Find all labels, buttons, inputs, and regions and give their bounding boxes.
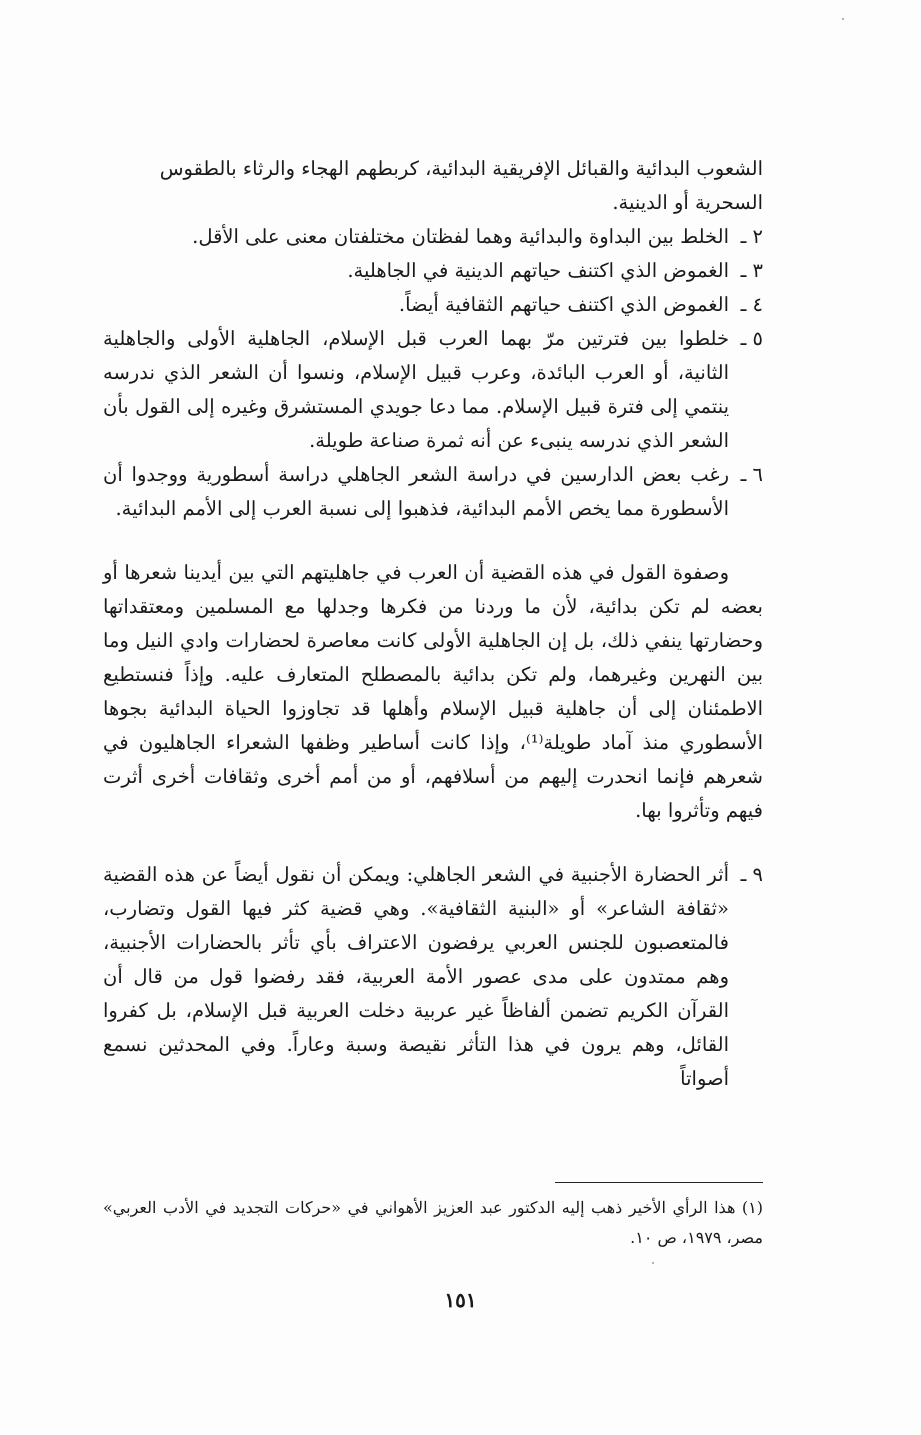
list-number: ٦ ـ	[740, 463, 763, 486]
page-number: ١٥١	[444, 1288, 477, 1312]
summary-paragraph: وصفوة القول في هذه القضية أن العرب في جاهليتهم التي بين أيدينا شعرها أو بعضه لم تكن بدائية، لأن ما وردنا من فكرها وجدلها مع المسلمين ومعتقداتها وحضارتها ينفي ذلك، بل إن الجاهلية الأولى كانت معاصرة لحضارات وادي النيل وما بين النهرين وغيرهما، ولم تكن بدائية بالمصطلح المتعارف عليه. وإذاً فنستطيع الاطمئنان إلى أن جاهلية قبيل الإسلام وأهلها قد تجاوزوا الحياة البدائية بجوها الأسطوري منذ آماد طويلة⁽¹⁾، وإذا كانت أساطير وظفها الشعراء الجاهليون في شعرهم فإنما انحدرت إليهم من أسلافهم، أو من أمم أخرى وثقافات أخرى أثرت فيهم وتأثروا بها.	[103, 561, 764, 822]
main-text	[103, 152, 763, 1096]
list-number: ٢ ـ	[740, 225, 763, 248]
list-text: أثر الحضارة الأجنبية في الشعر الجاهلي: ويمكن أن نقول أيضاً عن هذه القضية «ثقافة الشاعر» أو «البنية الثقافية». وهي قضية كثر فيها القول وتضارب، فالمتعصبون للجنس العربي يرفضون الاعتراف بأي تأثر بالحضارات الأجنبية، وهم ممتدون على مدى عصور الأمة العربية، فقد رفضوا قول من قال أن القرآن الكريم تضمن ألفاظاً غير عربية دخلت العربية قبل الإسلام، بل كفروا القائل، وهم يرون في هذا التأثر نقيصة وسبة وعاراً. وفي المحدثين نسمع أصواتاً	[103, 863, 729, 1090]
paragraph-spacer	[103, 526, 763, 556]
list-item-5	[103, 322, 763, 458]
list-number: ٣ ـ	[740, 259, 763, 282]
list-text: الخلط بين البداوة والبدائية وهما لفظتان مختلفتان معنى على الأقل.	[192, 225, 729, 248]
list-text: الغموض الذي اكتنف حياتهم الثقافية أيضاً.	[398, 293, 729, 316]
paragraph-spacer	[103, 828, 763, 858]
list-text: خلطوا بين فترتين مرّ بهما العرب قبل الإسلام، الجاهلية الأولى والجاهلية الثانية، أو العرب البائدة، وعرب قبيل الإسلام، ونسوا أن الشعر الذي ندرسه ينتمي إلى فترة قبيل الإسلام. مما دعا جويدي المستشرق وغيره إلى القول بأن الشعر الذي ندرسه ينبىء عن أنه ثمرة صناعة طويلة.	[103, 327, 729, 452]
list-item-3	[103, 254, 763, 288]
scan-speck	[842, 18, 844, 20]
intro-line-1: الشعوب البدائية والقبائل الإفريقية البدائية، كربطهم الهجاء والرثاء بالطقوس	[159, 157, 763, 180]
scan-speck	[652, 1262, 654, 1264]
list-item-9	[103, 858, 763, 1096]
intro-line-2: السحرية أو الدينية.	[612, 191, 763, 214]
list-item-2	[103, 220, 763, 254]
list-text: رغب بعض الدارسين في دراسة الشعر الجاهلي دراسة أسطورية ووجدوا أن الأسطورة مما يخص الأمم البدائية، فذهبوا إلى نسبة العرب إلى الأمم البدائية.	[103, 463, 729, 520]
footnote: (١) هذا الرأي الأخير ذهب إليه الدكتور عبد العزيز الأهواني في «حركات التجديد في الأدب العربي» مصر، ١٩٧٩، ص ١٠.	[103, 1198, 763, 1247]
list-item-4	[103, 288, 763, 322]
list-number: ٥ ـ	[740, 327, 763, 350]
list-text: الغموض الذي اكتنف حياتهم الدينية في الجاهلية.	[347, 259, 729, 282]
list-number: ٩ ـ	[740, 863, 763, 886]
list-number: ٤ ـ	[740, 293, 763, 316]
list-item-6	[103, 458, 763, 526]
footnote-divider	[555, 1182, 763, 1183]
